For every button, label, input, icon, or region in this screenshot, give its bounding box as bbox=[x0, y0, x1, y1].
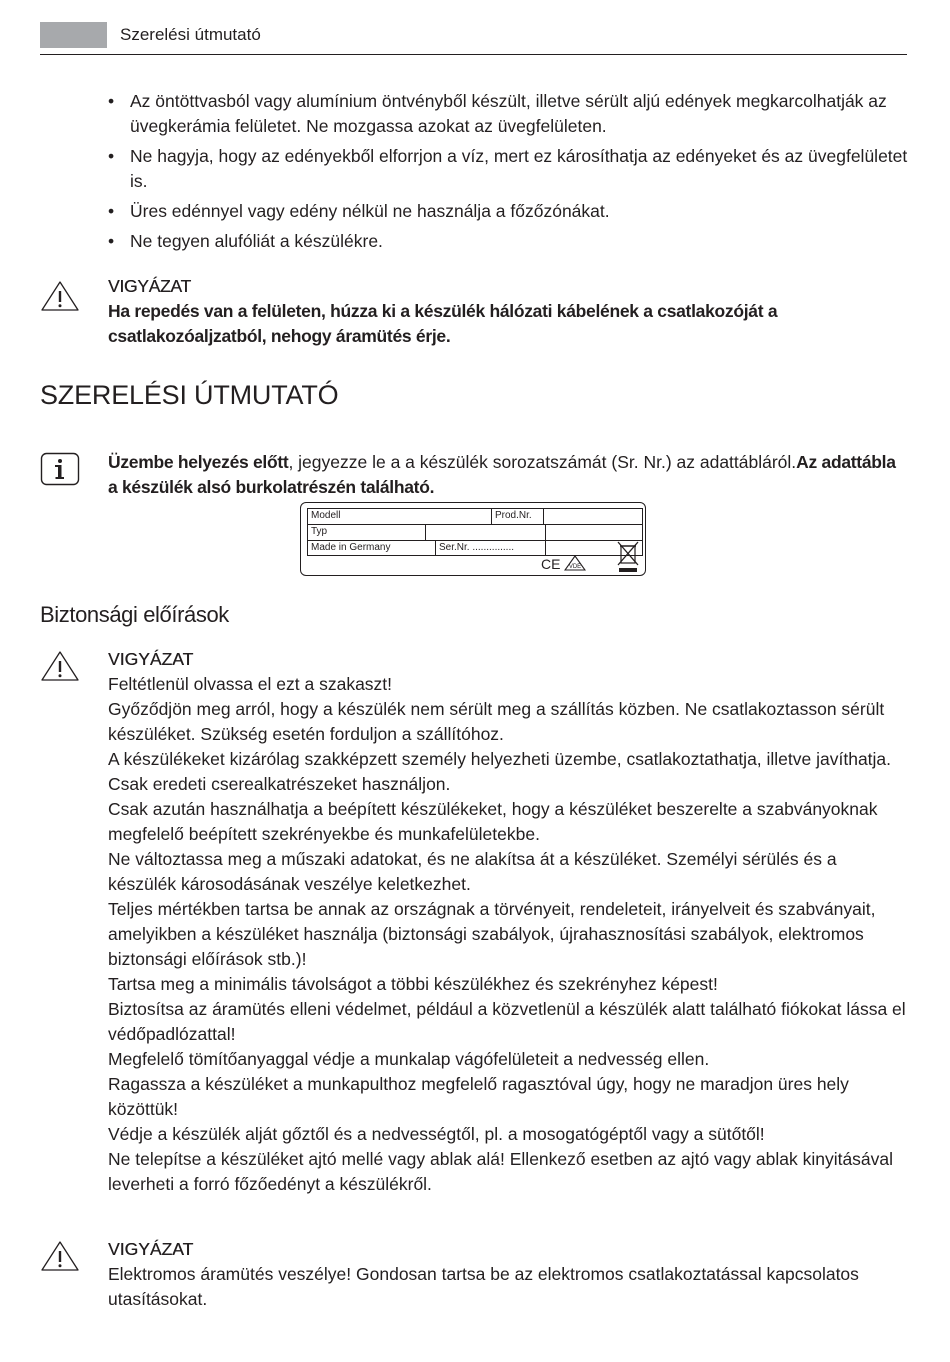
plate-marks bbox=[541, 555, 586, 572]
bullet-item: • Üres edénnyel vagy edény nélkül ne használja a főzőzónákat. bbox=[108, 199, 908, 224]
svg-text:VDE: VDE bbox=[568, 564, 581, 570]
warning-triangle-icon bbox=[40, 1240, 80, 1272]
plate-cell-sernr: Ser.Nr. ............... bbox=[436, 541, 546, 555]
plate-cell-modell: Modell bbox=[308, 509, 492, 524]
header-title: Szerelési útmutató bbox=[120, 25, 261, 44]
warning-block-3 bbox=[108, 1237, 908, 1312]
warning-heading: VIGYÁZAT bbox=[108, 276, 191, 296]
plate-row bbox=[307, 508, 643, 524]
plate-cell-empty bbox=[426, 525, 546, 540]
warning-paragraph: Csak azután használhatja a beépített készülékeket, hogy a készüléket beszerelte a szabványoknak megfelelő beépített szekrényekbe és munkafelületekbe. bbox=[108, 799, 878, 844]
warning-paragraph: Biztosítsa az áramütés elleni védelmet, például a közvetlenül a készülék alatt található fiókokat lássa el védőpadlózattal! bbox=[108, 999, 906, 1044]
info-icon bbox=[40, 452, 80, 486]
bullet-list bbox=[108, 89, 908, 259]
warning-heading: VIGYÁZAT bbox=[108, 649, 194, 669]
warning-paragraph: Megfelelő tömítőanyaggal védje a munkalap vágófelületeit a nedvesség ellen. bbox=[108, 1049, 710, 1069]
header-rule bbox=[40, 54, 907, 55]
plate-row bbox=[307, 524, 643, 540]
warning-paragraph: Védje a készülék alját gőztől és a nedvességtől, pl. a mosogatógéptől vagy a sütőtől! bbox=[108, 1124, 765, 1144]
plate-row bbox=[307, 540, 643, 556]
subsection-title: Biztonsági előírások bbox=[40, 602, 229, 627]
warning-text: Elektromos áramütés veszélye! Gondosan tartsa be az elektromos csatlakoztatással kapcsolatos utasításokat. bbox=[108, 1264, 859, 1309]
warning-paragraph: A készülékeket kizárólag szakképzett személy helyezheti üzembe, csatlakoztathatja, illetve javíthatja. Csak eredeti cserealkatrészeket használjon. bbox=[108, 749, 892, 794]
approval-triangle-icon bbox=[564, 555, 586, 571]
warning-paragraph: Ne változtassa meg a műszaki adatokat, és ne alakítsa át a készüléket. Személyi sérülés és a készülék károsodásának veszélye keletkezhet. bbox=[108, 849, 837, 894]
warning-triangle-icon bbox=[40, 280, 80, 312]
bullet-item: • Ne hagyja, hogy az edényekből elforrjon a víz, mert ez károsíthatja az edényeket és az üvegfelületet is. bbox=[108, 144, 908, 194]
header-gray-block bbox=[40, 22, 107, 48]
info-text: , jegyezze le a a készülék sorozatszámát (Sr. Nr.) az adattábláról. bbox=[288, 452, 797, 472]
warning-paragraph: Ragassza a készüléket a munkapulthoz megfelelő ragasztóval úgy, hogy ne maradjon üres hely közöttük! bbox=[108, 1074, 849, 1119]
info-bold-lead: Üzembe helyezés előtt bbox=[108, 452, 289, 472]
ce-mark: CE bbox=[541, 556, 561, 572]
warning-heading: VIGYÁZAT bbox=[108, 1239, 194, 1259]
warning-triangle-icon bbox=[40, 650, 80, 682]
warning-paragraph: Feltétlenül olvassa el ezt a szakaszt! bbox=[108, 674, 393, 694]
warning-paragraph: Győződjön meg arról, hogy a készülék nem sérült meg a szállítás közben. Ne csatlakoztasson sérült készüléket. Szükség esetén forduljon a szállítóhoz. bbox=[108, 699, 885, 744]
plate-cell-made-in: Made in Germany bbox=[308, 541, 436, 555]
bullet-item: • Ne tegyen alufóliát a készülékre. bbox=[108, 229, 908, 254]
warning-paragraph: Teljes mértékben tartsa be annak az országnak a törvényeit, rendeleteit, irányelveit és szabványait, amelyikben a készüléket használja (biztonsági szabályok, újrahasznosítási szabályok, elektromos biztonsági előírások stb.)! bbox=[108, 899, 876, 969]
warning-text: Ha repedés van a felületen, húzza ki a készülék hálózati kábelének a csatlakozóját a csatlakozóaljzatból, nehogy áramütés érje. bbox=[108, 301, 778, 346]
rating-plate bbox=[300, 502, 646, 576]
plate-cell-prodnr: Prod.Nr. bbox=[492, 509, 544, 524]
plate-cell-typ: Typ bbox=[308, 525, 426, 540]
warning-paragraph: Ne telepítse a készüléket ajtó mellé vagy ablak alá! Ellenkező esetben az ajtó vagy ablak kinyitásával leverheti a forró főzőedényt a készülékről. bbox=[108, 1149, 894, 1194]
warning-block-2 bbox=[108, 647, 908, 1197]
warning-block-1 bbox=[108, 274, 908, 349]
weee-bin-icon bbox=[617, 541, 639, 573]
warning-paragraph: Tartsa meg a minimális távolságot a többi készülékhez és szekrényhez képest! bbox=[108, 974, 718, 994]
rating-plate-grid bbox=[307, 508, 643, 556]
info-bold-tail: Az adattábla a készülék alsó burkolatrészén található. bbox=[108, 452, 896, 497]
section-title: SZERELÉSI ÚTMUTATÓ bbox=[40, 380, 339, 410]
info-block bbox=[108, 450, 908, 500]
bullet-item: • Az öntöttvasból vagy alumínium öntvényből készült, illetve sérült aljú edények megkarcolhatják az üvegkerámia felületet. Ne mozgassa azokat az üvegfelületen. bbox=[108, 89, 908, 139]
